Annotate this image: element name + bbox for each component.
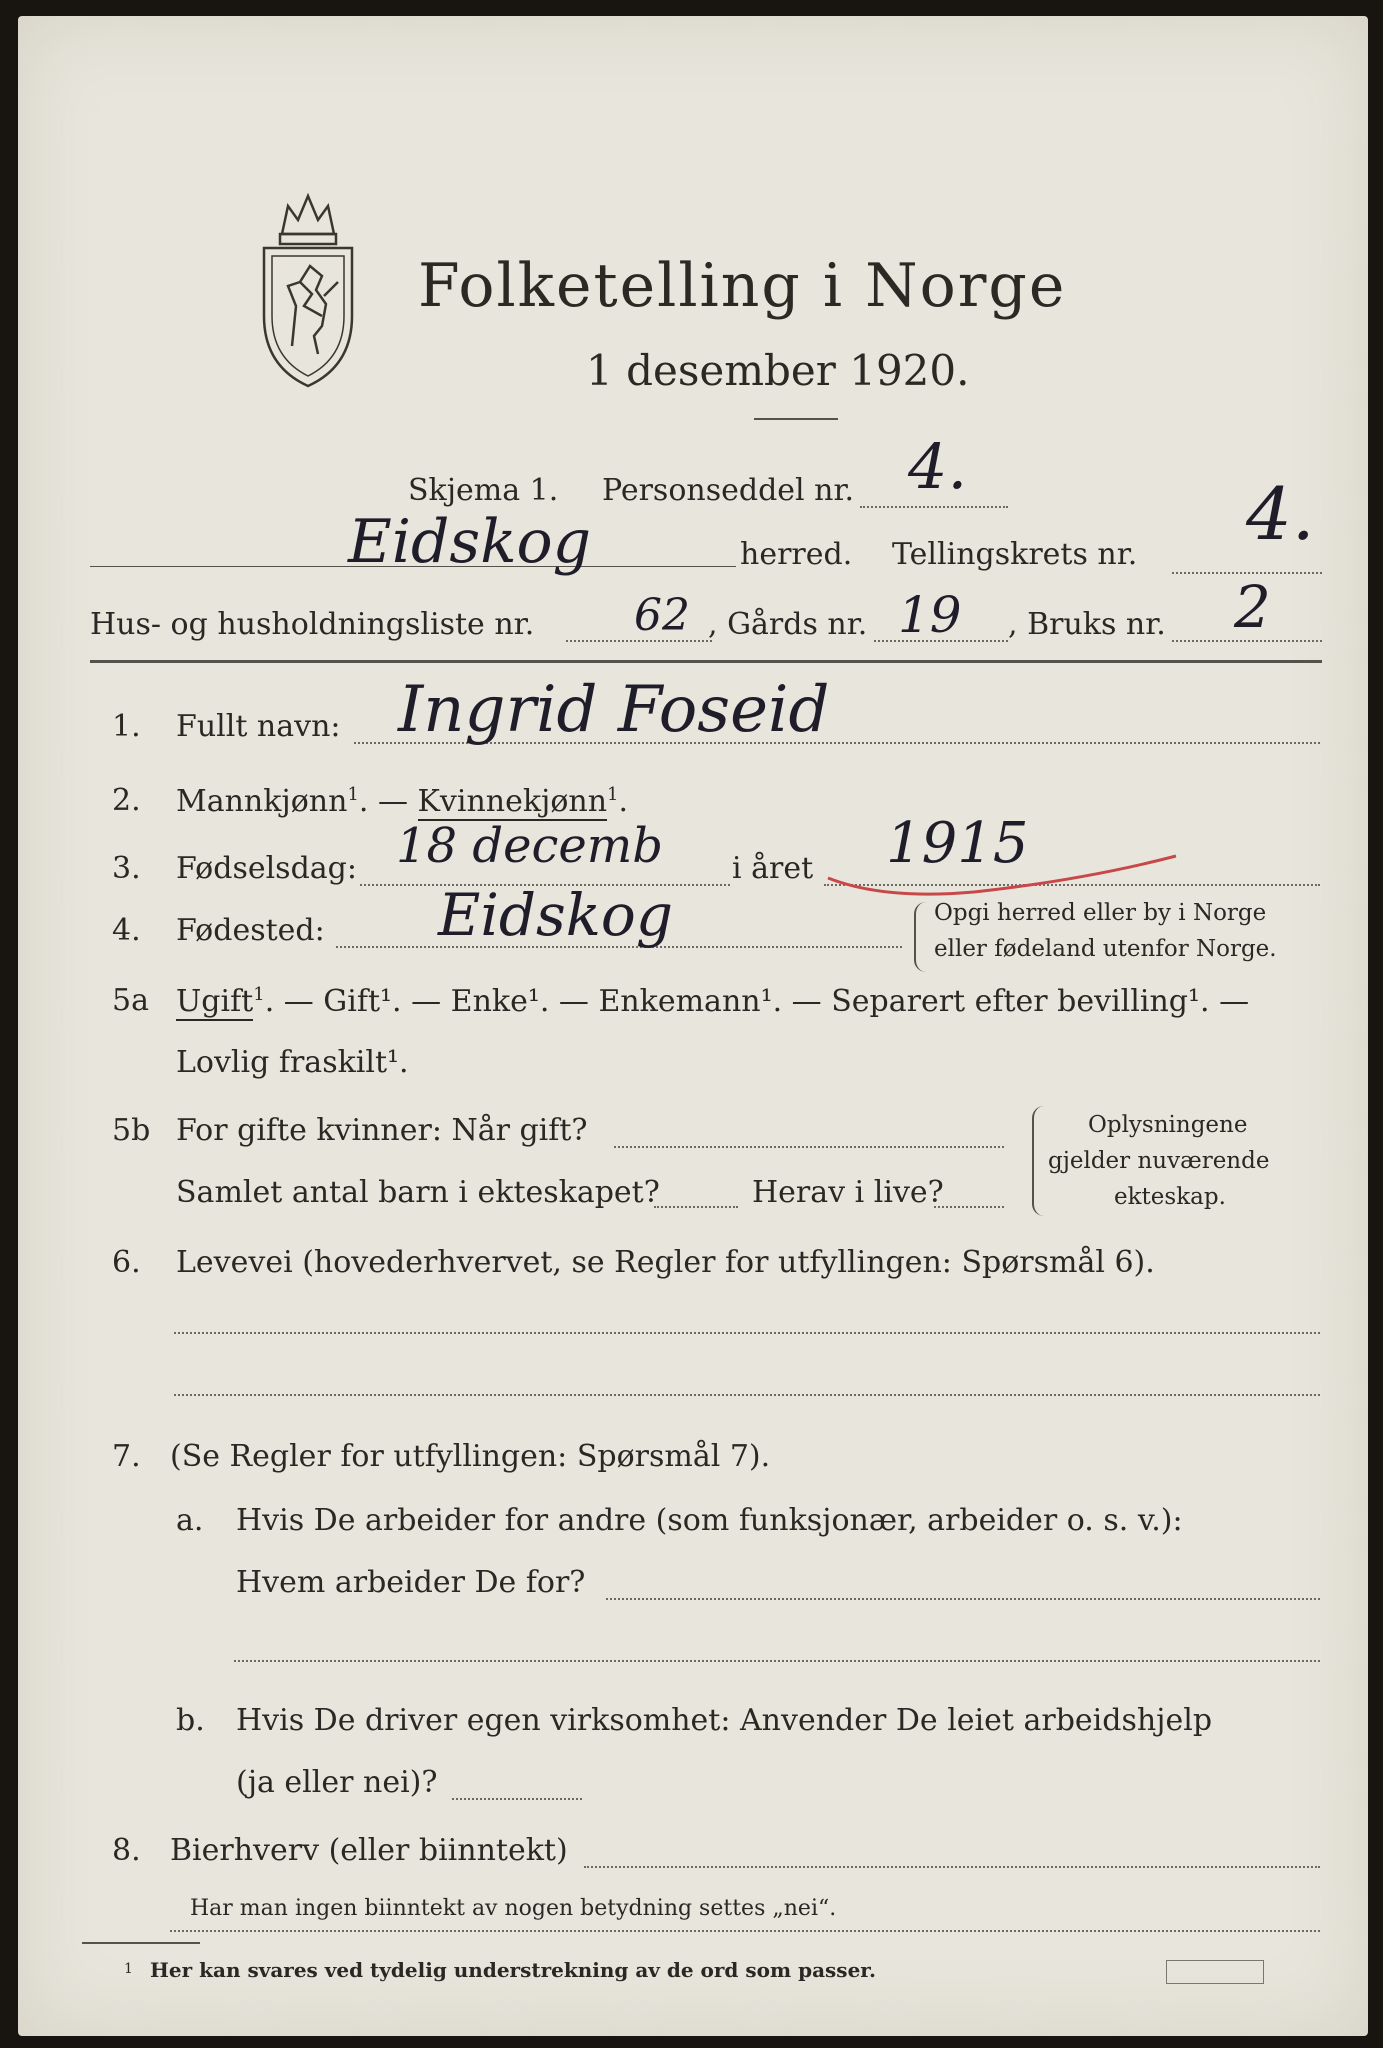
q3-value: 18 decemb bbox=[396, 818, 663, 874]
q7a-line1: Hvis De arbeider for andre (som funksjonær, arbeider o. s. v.): bbox=[236, 1503, 1183, 1538]
q5b-note-line2: gjelder nuværende bbox=[1048, 1148, 1270, 1174]
q7a-answer-line2 bbox=[234, 1660, 1320, 1662]
q8-note: Har man ingen biinntekt av nogen betydning settes „nei“. bbox=[190, 1896, 837, 1921]
q7b-answer-line bbox=[452, 1798, 582, 1800]
q3-number: 3. bbox=[112, 851, 141, 886]
q2-end: . bbox=[618, 784, 629, 819]
q6-number: 6. bbox=[112, 1245, 141, 1280]
page-title: Folketelling i Norge bbox=[418, 251, 1067, 321]
q7b-letter: b. bbox=[176, 1703, 205, 1738]
norway-coat-of-arms-icon bbox=[252, 186, 364, 396]
q2-options bbox=[176, 786, 628, 817]
footnote-text: Her kan svares ved tydelig understrekning av de ord som passer. bbox=[150, 1958, 876, 1982]
q5b-married-line bbox=[614, 1146, 1004, 1148]
title-divider bbox=[754, 418, 838, 420]
q4-note-line1: Opgi herred eller by i Norge bbox=[934, 900, 1267, 926]
hus-label: Hus- og husholdningsliste nr. bbox=[90, 607, 535, 642]
bruks-value: 2 bbox=[1234, 573, 1271, 641]
q6-answer-line1 bbox=[174, 1332, 1320, 1334]
q5b-alive-line bbox=[934, 1206, 1004, 1208]
herred-label: herred. bbox=[740, 537, 853, 572]
footnote-ref: 1 bbox=[607, 784, 619, 805]
personseddel-line bbox=[860, 506, 1008, 508]
q2-option-male: Mannkjønn bbox=[176, 784, 348, 819]
q2-number: 2. bbox=[112, 783, 141, 818]
red-pencil-mark bbox=[824, 842, 1184, 902]
q6-label: Levevei (hovederhvervet, se Regler for utfyllingen: Spørsmål 6). bbox=[176, 1245, 1155, 1280]
tellingskrets-label: Tellingskrets nr. bbox=[892, 537, 1138, 572]
q1-value: Ingrid Foseid bbox=[398, 673, 830, 747]
q5b-note-line1: Oplysningene bbox=[1088, 1112, 1248, 1138]
census-form-sheet bbox=[18, 16, 1368, 2036]
gards-label: , Gårds nr. bbox=[708, 607, 868, 642]
hus-value: 62 bbox=[634, 590, 690, 641]
q5a-number: 5a bbox=[112, 983, 149, 1018]
q5b-line2b: Herav i live? bbox=[752, 1175, 944, 1210]
gards-value: 19 bbox=[898, 586, 962, 644]
q5b-children-line bbox=[654, 1206, 738, 1208]
q5b-note-brace bbox=[1032, 1106, 1044, 1216]
footnote-mark: 1 bbox=[124, 1961, 133, 1977]
q5b-line1: For gifte kvinner: Når gift? bbox=[176, 1113, 588, 1148]
q7a-line2: Hvem arbeider De for? bbox=[236, 1565, 586, 1600]
q5b-number: 5b bbox=[112, 1113, 151, 1148]
header-divider bbox=[90, 660, 1322, 663]
q5b-line2a: Samlet antal barn i ekteskapet? bbox=[176, 1175, 660, 1210]
q4-value: Eidskog bbox=[438, 881, 673, 949]
q8-label: Bierhverv (eller biinntekt) bbox=[170, 1833, 568, 1868]
personseddel-label: Personseddel nr. bbox=[602, 473, 855, 508]
q1-label: Fullt navn: bbox=[176, 709, 341, 744]
q5a-other-options: . — Gift¹. — Enke¹. — Enkemann¹. — Separert efter bevilling¹. — bbox=[264, 984, 1250, 1019]
q4-note-line2: eller fødeland utenfor Norge. bbox=[934, 936, 1277, 962]
q8-answer-line1 bbox=[584, 1866, 1320, 1868]
q8-number: 8. bbox=[112, 1833, 141, 1868]
q7b-line1: Hvis De driver egen virksomhet: Anvender De leiet arbeidshjelp bbox=[236, 1703, 1213, 1738]
q5a-line2: Lovlig fraskilt¹. bbox=[176, 1045, 409, 1080]
q4-label: Fødested: bbox=[176, 913, 325, 948]
q6-answer-line2 bbox=[174, 1394, 1320, 1396]
q7b-line2: (ja eller nei)? bbox=[236, 1765, 438, 1800]
q4-note-brace bbox=[914, 902, 926, 972]
printer-stamp bbox=[1166, 1960, 1264, 1984]
q7a-answer-line1 bbox=[606, 1598, 1320, 1600]
personseddel-value: 4. bbox=[908, 430, 968, 503]
census-date: 1 desember 1920. bbox=[586, 346, 970, 395]
q3-label: Fødselsdag: bbox=[176, 851, 357, 886]
tellingskrets-value: 4. bbox=[1246, 472, 1315, 556]
footnote-ref: 1 bbox=[347, 784, 359, 805]
q7-label: (Se Regler for utfyllingen: Spørsmål 7). bbox=[170, 1439, 771, 1474]
footnote-ref: 1 bbox=[253, 984, 265, 1005]
q5a-option-ugift: Ugift bbox=[176, 984, 254, 1019]
q4-number: 4. bbox=[112, 913, 141, 948]
q5b-note-line3: ekteskap. bbox=[1114, 1184, 1226, 1210]
q2-option-female: Kvinnekjønn bbox=[417, 784, 608, 819]
schema-label: Skjema 1. bbox=[408, 473, 559, 508]
q3-year-value: 1915 bbox=[886, 811, 1029, 876]
q5a-options bbox=[176, 986, 1249, 1017]
q8-answer-line2 bbox=[170, 1930, 1320, 1932]
bruks-label: , Bruks nr. bbox=[1008, 607, 1166, 642]
q3-year-label: i året bbox=[732, 851, 814, 886]
herred-value: Eidskog bbox=[348, 507, 592, 577]
footnote-divider bbox=[82, 1942, 200, 1944]
q7-number: 7. bbox=[112, 1439, 141, 1474]
q1-number: 1. bbox=[112, 709, 141, 744]
q7a-letter: a. bbox=[176, 1503, 204, 1538]
q2-separator: . — bbox=[358, 784, 418, 819]
